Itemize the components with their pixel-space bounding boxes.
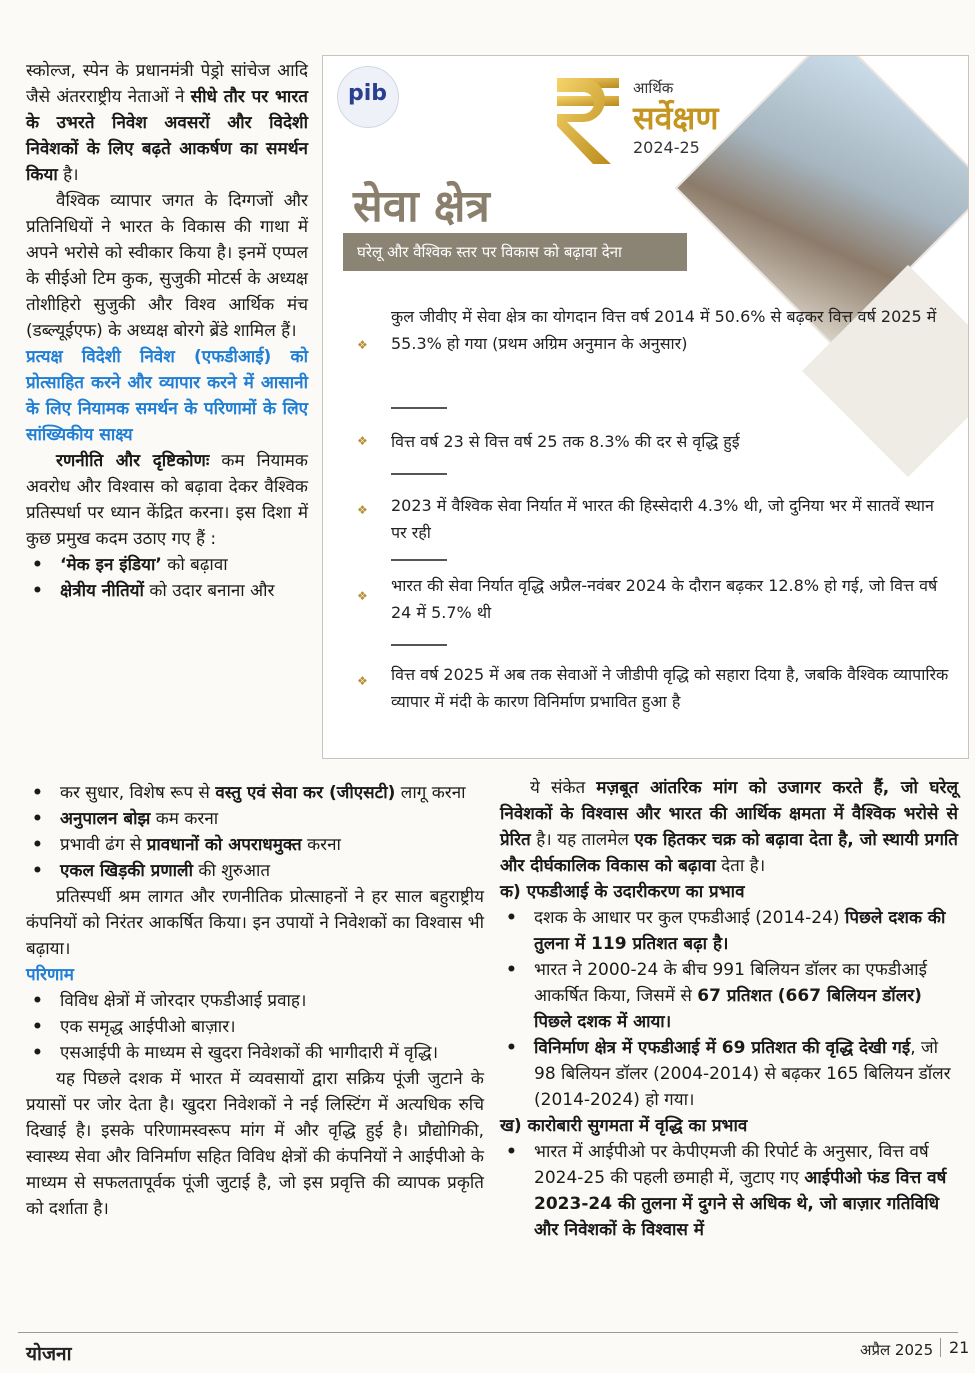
infographic-item: वित्त वर्ष 2025 में अब तक सेवाओं ने जीडीपी वृद्धि को सहारा दिया है, जबकि वैश्विक व्यापारिक व्यापार में मंदी के कारण विनिर्माण प्रभावित हुआ है bbox=[391, 665, 949, 711]
paragraph-labour-cost: प्रतिस्पर्धी श्रम लागत और रणनीतिक प्रोत्साहनों ने हर साल बहुराष्ट्रीय कंपनियों को निरंतर आकर्षित किया। इन उपायों ने निवेशकों का विश्वास भी बढ़ाया। bbox=[26, 887, 484, 959]
list-item: • कर सुधार, विशेष रूप से वस्तु एवं सेवा कर (जीएसटी) लागू करना bbox=[26, 780, 484, 806]
list-item: • विविध क्षेत्रों में जोरदार एफडीआई प्रवाह। bbox=[26, 988, 484, 1014]
list-item: • भारत में आईपीओ पर केपीएमजी की रिपोर्ट के अनुसार, वित्त वर्ष 2024-25 की पहली छमाही में, जुटाए गए आईपीओ फंड वित्त वर्ष 2023-24 की तुलना में दुगने से अधिक थे, जो बाज़ार गतिविधि और निवेशकों के विश्वास में bbox=[500, 1139, 958, 1243]
diamond-bullet-icon: ❖ bbox=[357, 503, 368, 517]
paragraph-ipo: यह पिछले दशक में भारत में व्यवसायों द्वारा सक्रिय पूंजी जुटाने के प्रयासों पर जोर देता है। खुदरा निवेशकों ने नई लिस्टिंग में अत्यधिक रुचि दिखाई है। इसके परिणामस्वरूप मांग में और वृद्धि हुई है। प्रौद्योगिकी, स्वास्थ्य सेवा और विनिर्माण सहित विविध क्षेत्रों की कंपनियों ने आईपीओ के माध्यम से सफलतापूर्वक पूंजी जुटाई है, जो इस प्रवृत्ति की व्यापक प्रकृति को दर्शाता है। bbox=[26, 1069, 484, 1219]
separator bbox=[391, 407, 447, 409]
ease-impact-list bbox=[500, 1139, 958, 1243]
diamond-bullet-icon: ❖ bbox=[357, 338, 368, 352]
list-item: • एकल खिड़की प्रणाली की शुरुआत bbox=[26, 858, 484, 884]
infographic-item: वित्त वर्ष 23 से वित्त वर्ष 25 तक 8.3% की दर से वृद्धि हुई bbox=[391, 432, 740, 451]
survey-year: 2024-25 bbox=[633, 138, 700, 157]
steps-list-continued bbox=[26, 780, 484, 884]
steps-list bbox=[26, 552, 308, 604]
page-number: 21 bbox=[940, 1338, 969, 1357]
services-sector-infographic bbox=[322, 55, 969, 759]
left-column-bottom bbox=[26, 780, 484, 1222]
results-heading: परिणाम bbox=[26, 965, 74, 985]
paragraph-business-leaders: वैश्विक व्यापार जगत के दिग्गजों और प्रतिनिधियों ने भारत के विकास की गाथा में अपने भरोसे को स्वीकार किया है। इनमें एप्पल के सीईओ टिम कुक, सुजुकी मोटर्स के अध्यक्ष तोशीहिरो सुजुकी और विश्व आर्थिक मंच (डब्ल्यूईएफ) के अध्यक्ष बोरगे ब्रेंडे शामिल हैं। bbox=[26, 191, 308, 341]
paragraph-strategy: रणनीति और दृष्टिकोणः कम नियामक अवरोध और विश्वास को बढ़ावा देकर वैश्विक प्रतिस्पर्धा पर ध्यान केंद्रित करना। इस दिशा में कुछ प्रमुख कदम उठाए गए हैं : bbox=[26, 451, 308, 549]
list-item: • अनुपालन बोझ कम करना bbox=[26, 806, 484, 832]
separator bbox=[391, 559, 447, 561]
pib-logo: pib bbox=[337, 66, 399, 128]
subheading-ease-of-business: ख) कारोबारी सुगमता में वृद्धि का प्रभाव bbox=[500, 1116, 748, 1136]
subheading-fdi-liberalisation: क) एफडीआई के उदारीकरण का प्रभाव bbox=[500, 882, 745, 902]
paragraph-leaders: स्कोल्ज, स्पेन के प्रधानमंत्री पेड्रो सांचेज आदि जैसे अंतरराष्ट्रीय नेताओं ने सीधे तौर पर भारत के उभरते निवेश अवसरों और विदेशी निवेशकों के लिए बढ़ते आकर्षण का समर्थन किया है। bbox=[26, 61, 308, 185]
paragraph-signals: ये संकेत मज़बूत आंतरिक मांग को उजागर करते हैं, जो घरेलू निवेशकों के विश्वास और भारत की आर्थिक क्षमता में वैश्विक भरोसे से प्रेरित है। यह तालमेल एक हितकर चक्र को बढ़ावा देता है, जो स्थायी प्रगति और दीर्घकालिक विकास को बढ़ावा देता है। bbox=[500, 778, 959, 876]
list-item: • विनिर्माण क्षेत्र में एफडीआई में 69 प्रतिशत की वृद्धि देखी गई, जो 98 बिलियन डॉलर (2004-2014) से बढ़कर 165 बिलियन डॉलर (2014-2024) हो गया। bbox=[500, 1035, 958, 1113]
list-item: • क्षेत्रीय नीतियों को उदार बनाना और bbox=[26, 578, 308, 604]
survey-label: सर्वेक्षण bbox=[633, 99, 719, 137]
fdi-impact-list bbox=[500, 905, 958, 1113]
section-heading-fdi: प्रत्यक्ष विदेशी निवेश (एफडीआई) को प्रोत्साहित करने और व्यापार करने में आसानी के लिए नियामक समर्थन के परिणामों के लिए सांख्यिकीय साक्ष्य bbox=[26, 347, 308, 445]
results-list bbox=[26, 988, 484, 1066]
survey-label-small: आर्थिक bbox=[633, 79, 674, 97]
list-item: • एसआईपी के माध्यम से खुदरा निवेशकों की भागीदारी में वृद्धि। bbox=[26, 1040, 484, 1066]
infographic-item: 2023 में वैश्विक सेवा निर्यात में भारत की हिस्सेदारी 4.3% थी, जो दुनिया भर में सातवें स्थान पर रही bbox=[391, 496, 934, 542]
magazine-name: योजना bbox=[26, 1343, 72, 1365]
diamond-bullet-icon: ❖ bbox=[357, 674, 368, 688]
infographic-item: कुल जीवीए में सेवा क्षेत्र का योगदान वित्त वर्ष 2014 में 50.6% से बढ़कर वित्त वर्ष 2025 में 55.3% हो गया (प्रथम अग्रिम अनुमान के अनुसार) bbox=[391, 307, 937, 353]
left-column-top bbox=[26, 58, 308, 604]
right-column-bottom bbox=[500, 775, 958, 1243]
list-item: • प्रभावी ढंग से प्रावधानों को अपराधमुक्त करना bbox=[26, 832, 484, 858]
list-item: • दशक के आधार पर कुल एफडीआई (2014-24) पिछले दशक की तुलना में 119 प्रतिशत बढ़ा है। bbox=[500, 905, 958, 957]
rupee-icon bbox=[553, 74, 623, 166]
infographic-item: भारत की सेवा निर्यात वृद्धि अप्रैल-नवंबर 2024 के दौरान बढ़कर 12.8% हो गई, जो वित्त वर्ष 24 में 5.7% थी bbox=[391, 576, 938, 622]
separator bbox=[391, 473, 447, 475]
issue-date: अप्रैल 2025 bbox=[860, 1341, 934, 1359]
diamond-bullet-icon: ❖ bbox=[357, 434, 368, 448]
infographic-title: सेवा क्षेत्र bbox=[353, 181, 490, 232]
list-item: • एक समृद्ध आईपीओ बाज़ार। bbox=[26, 1014, 484, 1040]
list-item: • ‘मेक इन इंडिया’ को बढ़ावा bbox=[26, 552, 308, 578]
infographic-subtitle: घरेलू और वैश्विक स्तर पर विकास को बढ़ावा देना bbox=[343, 233, 687, 271]
list-item: • भारत ने 2000-24 के बीच 991 बिलियन डॉलर का एफडीआई आकर्षित किया, जिसमें से 67 प्रतिशत (667 बिलियन डॉलर) पिछले दशक में आया। bbox=[500, 957, 958, 1035]
diamond-bullet-icon: ❖ bbox=[357, 589, 368, 603]
footer-divider bbox=[18, 1332, 958, 1333]
separator bbox=[391, 644, 447, 646]
